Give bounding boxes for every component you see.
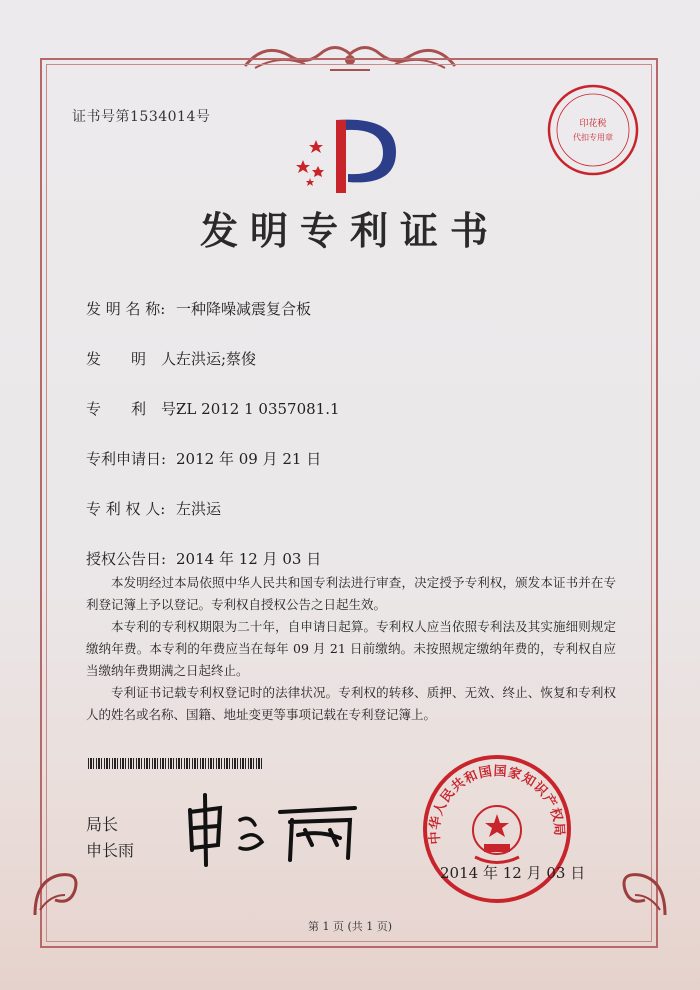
- barcode: [88, 758, 263, 769]
- field-inventor: [86, 348, 256, 369]
- field-patent-number: [86, 398, 340, 419]
- svg-text:代扣专用章: 代扣专用章: [573, 133, 613, 142]
- body-paragraph: 专利证书记载专利权登记时的法律状况。专利权的转移、质押、无效、终止、恢复和专利权人的姓名或名称、国籍、地址变更等事项记载在专利登记簿上。: [86, 685, 616, 722]
- corner-ornament-right: [600, 850, 670, 920]
- field-label: 发 明 人:: [86, 350, 182, 368]
- tax-stamp: [545, 82, 641, 178]
- field-application-date: [86, 448, 321, 469]
- svg-text:中华人民共和国国家知识产权局: 中华人民共和国国家知识产权局: [427, 763, 567, 845]
- director-name: 申长雨: [86, 841, 135, 860]
- field-label: 专利申请日:: [86, 450, 167, 468]
- certificate-title: 发明专利证书: [199, 208, 500, 253]
- svg-text:印花税: 印花税: [579, 119, 607, 129]
- field-value: 一种降噪减震复合板: [176, 300, 312, 318]
- director-title: 局长: [86, 815, 119, 834]
- field-label: 授权公告日:: [86, 550, 167, 568]
- field-value: ZL 2012 1 0357081.1: [176, 400, 340, 418]
- field-value: 2014 年 12 月 03 日: [176, 550, 322, 568]
- field-label: 发 明 名 称:: [86, 300, 166, 318]
- certificate-body: [86, 572, 616, 726]
- field-invention-name: [86, 298, 311, 319]
- field-value: 左洪运;蔡俊: [176, 350, 257, 368]
- field-label: 专 利 号:: [86, 400, 182, 418]
- field-grant-date: [86, 548, 321, 569]
- field-patentee: [86, 498, 221, 519]
- director-signature: [180, 790, 370, 870]
- seal-date: 2014 年 12 月 03 日: [440, 864, 586, 882]
- page-footer: 第 1 页 (共 1 页): [307, 920, 393, 933]
- certificate-number: 证书号第1534014号: [72, 109, 211, 125]
- field-value: 左洪运: [176, 500, 222, 518]
- body-paragraph: 本专利的专利权期限为二十年，自申请日起算。专利权人应当依照专利法及其实施细则规定缴纳年费。本专利的年费应当在每年 09 月 21 日前缴纳。未按照规定缴纳年费的，专利权自应当缴纳年费期满之日起终止。: [86, 619, 616, 678]
- field-label: 专 利 权 人:: [86, 500, 166, 518]
- field-value: 2012 年 09 月 21 日: [176, 450, 322, 468]
- patent-office-logo: [288, 108, 408, 198]
- body-paragraph: 本发明经过本局依照中华人民共和国专利法进行审查，决定授予专利权，颁发本证书并在专利登记簿上予以登记。专利权自授权公告之日起生效。: [86, 575, 616, 612]
